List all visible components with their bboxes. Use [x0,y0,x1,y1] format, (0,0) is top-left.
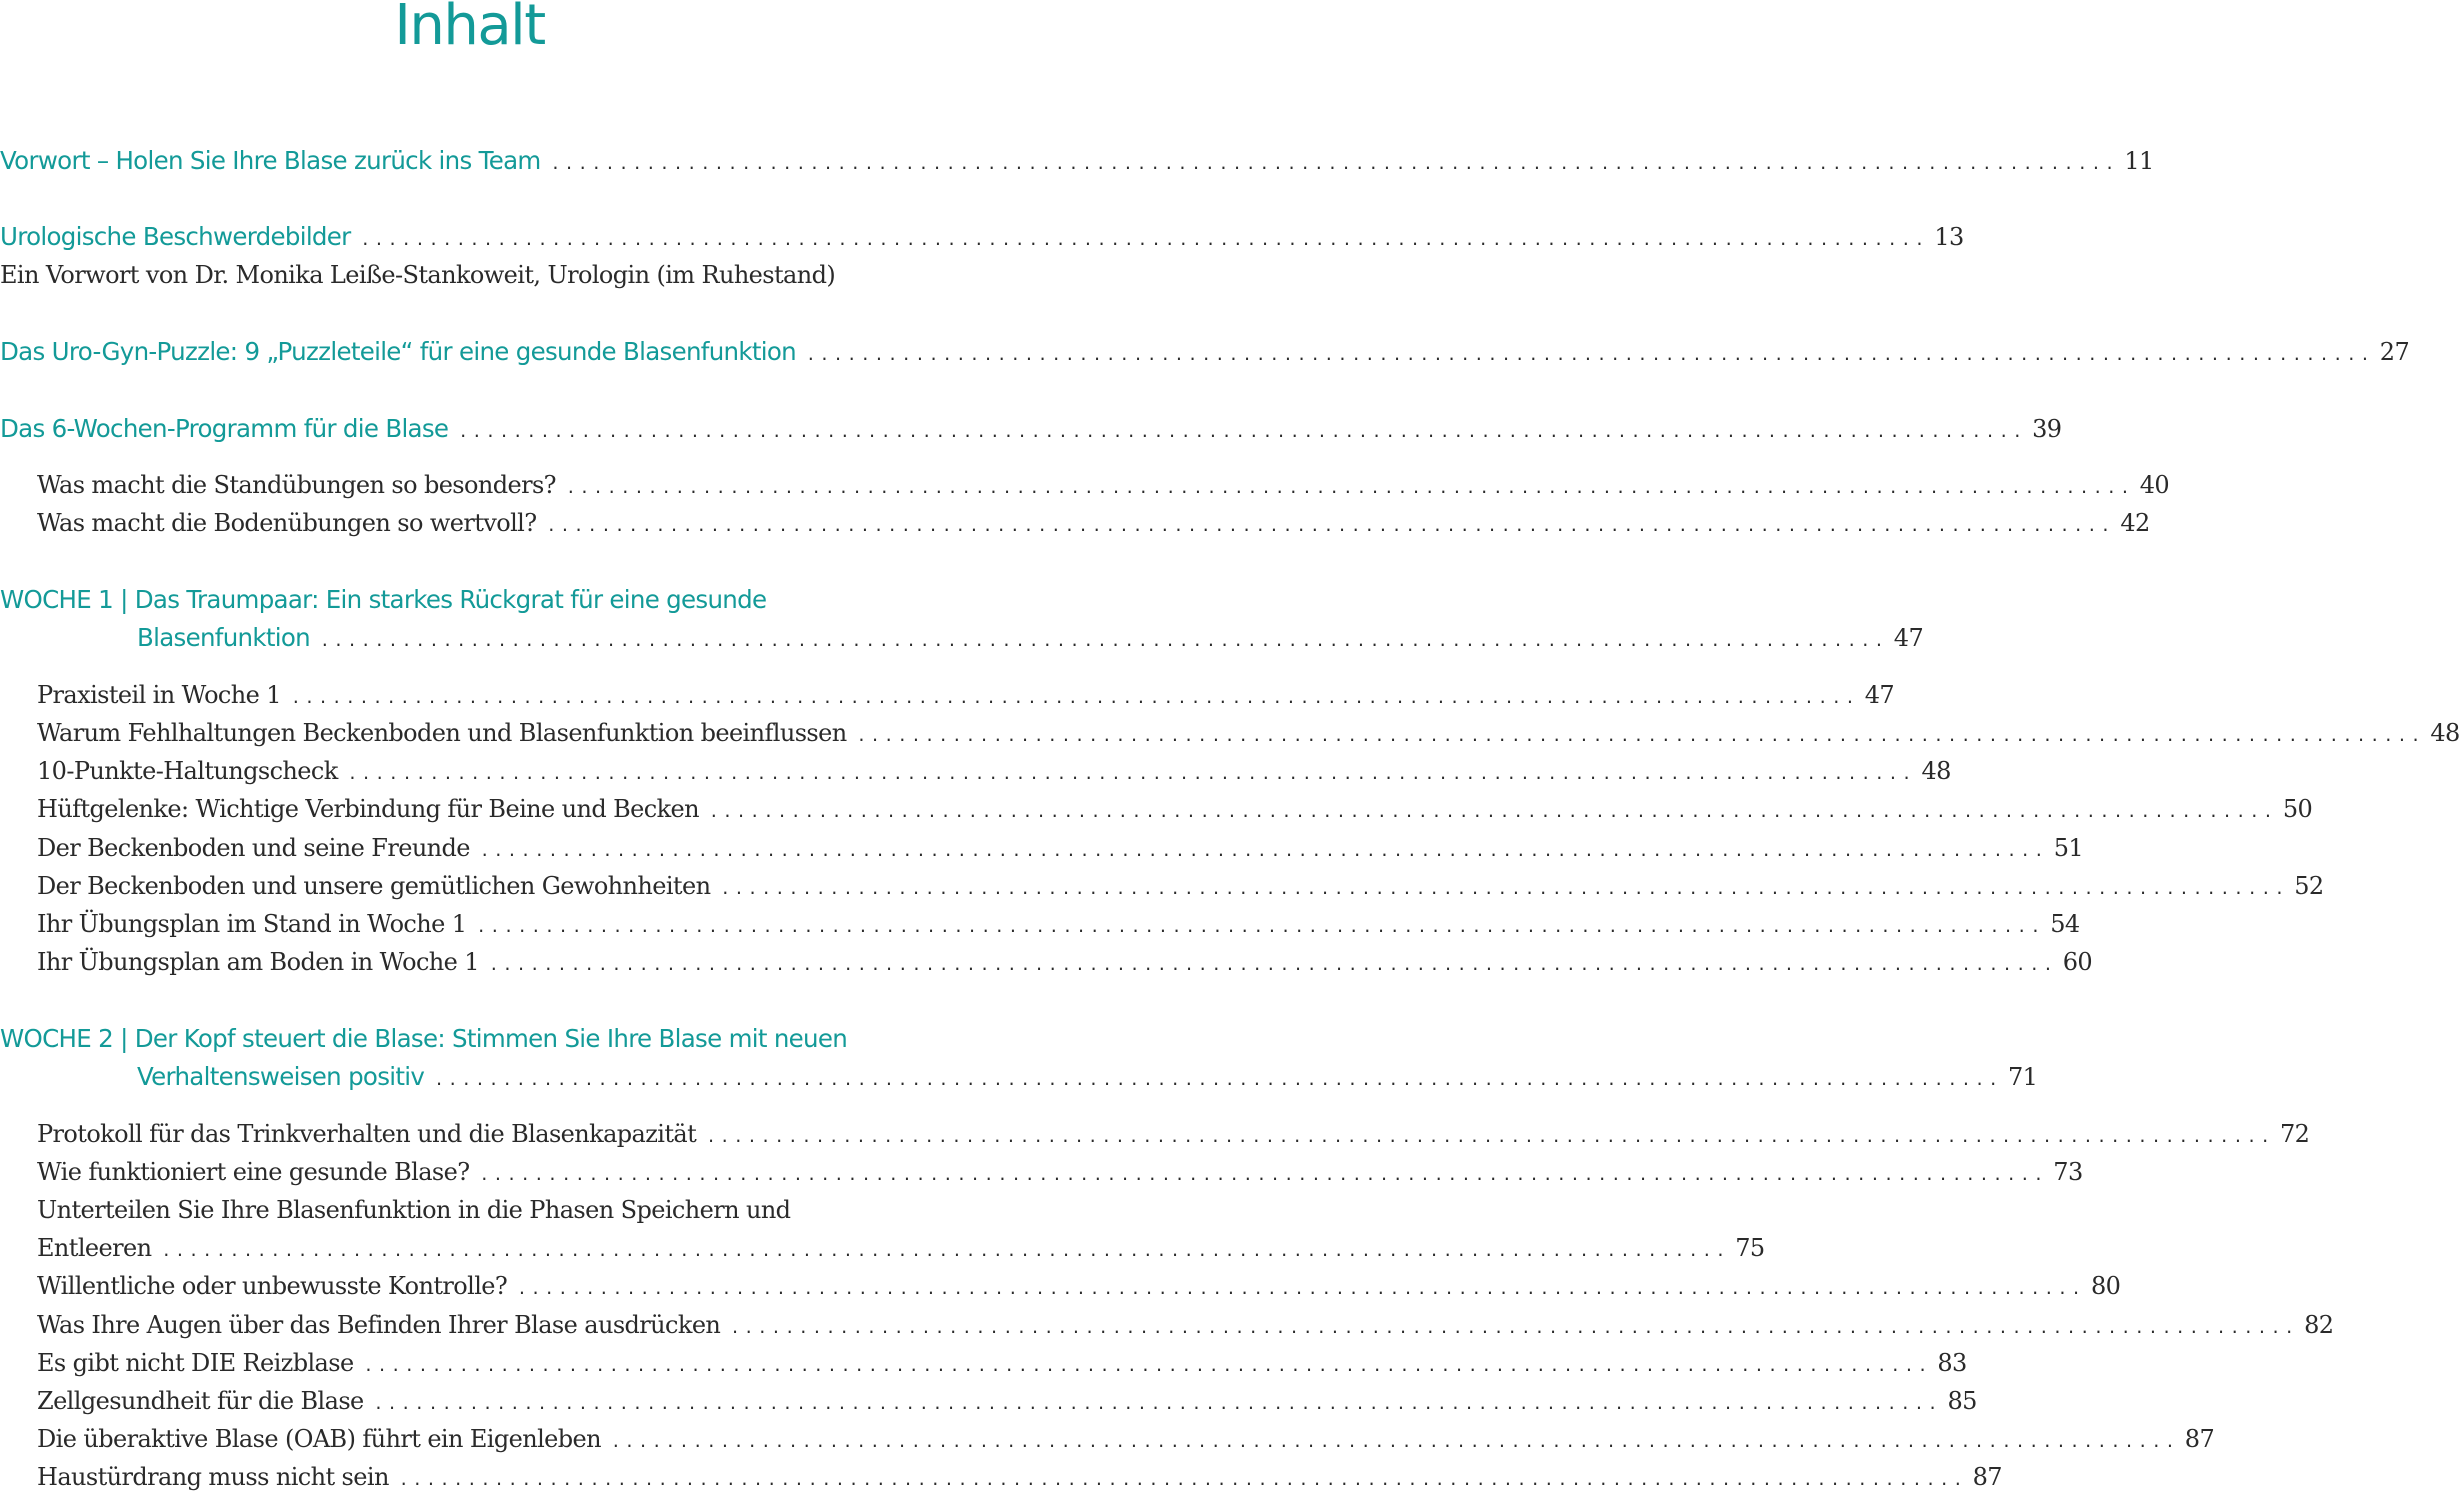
toc-entry-label: Vorwort – Holen Sie Ihre Blase zurück ins Team [0,146,541,175]
toc-subentry[interactable] [0,1425,2215,1463]
leader-dots: ................................................................................................................... [360,230,1929,249]
leader-dots: ................................................................................................................... [398,1470,1967,1489]
toc-subentry-label: Willentliche oder unbewusste Kontrolle? [37,1272,508,1300]
toc-page-number: 51 [2053,834,2084,862]
toc-subentry[interactable] [0,757,1951,795]
toc-subentry-continuation[interactable] [0,1234,1765,1272]
toc-entry-continuation[interactable] [0,623,1924,661]
toc-page-number: 85 [1947,1387,1977,1415]
leader-dots: ................................................................................................................... [434,1070,2002,1089]
leader-dots: ................................................................................................................... [611,1432,2179,1451]
leader-dots: ................................................................................................................... [479,841,2048,860]
toc-entry-label: Das Uro-Gyn-Puzzle: 9 „Puzzleteile“ für eine gesunde Blasenfunktion [0,337,796,366]
toc-subentry[interactable] [0,834,2084,872]
toc-subentry[interactable] [0,872,2324,910]
toc-entry[interactable] [0,222,1964,260]
toc-page-number: 72 [2279,1120,2310,1148]
toc-entry-label: Das 6-Wochen-Programm für die Blase [0,414,449,443]
toc-entry[interactable] [0,337,2410,375]
leader-dots: ................................................................................................................... [730,1318,2299,1337]
leader-dots: ................................................................................................................... [517,1279,2085,1298]
toc-subtitle-text: Ein Vorwort von Dr. Monika Leiße-Stankoweit, Urologin (im Ruhestand) [0,261,836,289]
toc-subentry[interactable] [0,795,2313,833]
toc-page-number: 80 [2090,1272,2121,1300]
leader-dots: ................................................................................................................... [290,688,1859,707]
toc-page-number: 52 [2294,872,2324,900]
leader-dots: ................................................................................................................... [479,1165,2048,1184]
toc-entry-label-cont: Blasenfunktion [137,623,310,652]
toc-entry-subtitle [0,261,939,299]
leader-dots: ................................................................................................................... [565,478,2134,497]
toc-subentry[interactable] [0,1387,1977,1425]
toc-subentry[interactable] [0,948,2093,986]
toc-subentry-label: Die überaktive Blase (OAB) führt ein Eigenleben [37,1425,602,1453]
toc-page-number: 11 [2124,147,2154,175]
toc-subentry[interactable] [0,1463,2002,1501]
toc-subentry-label: Was macht die Standübungen so besonders? [37,471,556,499]
toc-subentry-label: Was macht die Bodenübungen so wertvoll? [37,509,537,537]
toc-page-number: 50 [2282,795,2313,823]
toc-page-number: 54 [2050,910,2080,938]
toc-subentry[interactable] [0,1311,2334,1349]
toc-entry-label: WOCHE 2 | Der Kopf steuert die Blase: Stimmen Sie Ihre Blase mit neuen [0,1024,848,1053]
toc-subentry-label: Unterteilen Sie Ihre Blasenfunktion in die Phasen Speichern und [37,1196,791,1224]
toc-subentry[interactable] [0,1158,2083,1196]
toc-page-number: 47 [1864,681,1895,709]
toc-subentry[interactable] [0,1120,2310,1158]
toc-subentry[interactable] [0,1349,1967,1387]
toc-subentry-label: Praxisteil in Woche 1 [37,681,281,709]
toc-entry-label: Urologische Beschwerdebilder [0,222,351,251]
toc-page-number: 71 [2007,1063,2038,1091]
toc-subentry[interactable] [0,1196,939,1234]
toc-subentry-label: Was Ihre Augen über das Befinden Ihrer Blase ausdrücken [37,1311,721,1339]
toc-subentry[interactable] [0,910,2080,948]
toc-entry[interactable] [0,146,2154,184]
toc-page-number: 87 [1972,1463,2002,1491]
toc-subentry-label: Warum Fehlhaltungen Beckenboden und Blasenfunktion beeinflussen [37,719,847,747]
toc-subentry[interactable] [0,719,2460,757]
toc-page-number: 48 [2430,719,2460,747]
toc-page-number: 48 [1921,757,1951,785]
toc-page-number: 73 [2053,1158,2083,1186]
toc-page-number: 27 [2379,338,2410,366]
toc-subentry-label: Der Beckenboden und seine Freunde [37,834,470,862]
toc-subentry-label: Es gibt nicht DIE Reizblase [37,1349,354,1377]
leader-dots: ................................................................................................................... [488,955,2057,974]
toc-page-number: 83 [1937,1349,1967,1377]
toc-subentry-label: Protokoll für das Trinkverhalten und die Blasenkapazität [37,1120,697,1148]
toc-entry-continuation[interactable] [0,1062,2038,1100]
toc-subentry-label: Wie funktioniert eine gesunde Blase? [37,1158,470,1186]
leader-dots: ................................................................................................................... [363,1356,1932,1375]
toc-entry[interactable] [0,585,939,623]
toc-page-number: 47 [1893,624,1924,652]
toc-subentry-label: Haustürdrang muss nicht sein [37,1463,389,1491]
leader-dots: ................................................................................................................... [720,879,2289,898]
toc-entry-label-cont: Verhaltensweisen positiv [137,1062,425,1091]
page-title: Inhalt [394,0,545,58]
toc-subentry[interactable] [0,471,2170,509]
leader-dots: ................................................................................................................... [706,1127,2274,1146]
toc-subentry-label: Der Beckenboden und unsere gemütlichen Gewohnheiten [37,872,711,900]
leader-dots: ................................................................................................................... [347,764,1916,783]
toc-subentry-label: Zellgesundheit für die Blase [37,1387,364,1415]
toc-page-number: 87 [2184,1425,2215,1453]
toc-page-number: 60 [2062,948,2093,976]
toc-page-number: 82 [2304,1311,2334,1339]
toc-subentry-label: Hüftgelenke: Wichtige Verbindung für Beine und Becken [37,795,700,823]
toc-page-number: 40 [2139,471,2170,499]
leader-dots: ................................................................................................................... [856,726,2425,745]
leader-dots: ................................................................................................................... [161,1241,1730,1260]
toc-subentry-label: 10-Punkte-Haltungscheck [37,757,338,785]
toc-page-number: 75 [1735,1234,1765,1262]
leader-dots: ................................................................................................................... [320,631,1888,650]
toc-entry-label: WOCHE 1 | Das Traumpaar: Ein starkes Rückgrat für eine gesunde [0,585,767,614]
leader-dots: ................................................................................................................... [546,516,2115,535]
toc-page-number: 13 [1934,223,1964,251]
toc-subentry-label: Ihr Übungsplan am Boden in Woche 1 [37,948,479,976]
toc-subentry[interactable] [0,681,1895,719]
toc-page-number: 39 [2032,415,2062,443]
leader-dots: ................................................................................................................... [550,154,2119,173]
leader-dots: ................................................................................................................... [373,1394,1942,1413]
toc-entry[interactable] [0,1024,939,1062]
leader-dots: ................................................................................................................... [476,917,2045,936]
toc-entry[interactable] [0,414,2062,452]
toc-subentry[interactable] [0,1272,2121,1310]
toc-subentry-label: Ihr Übungsplan im Stand in Woche 1 [37,910,467,938]
leader-dots: ................................................................................................................... [458,422,2027,441]
toc-page-number: 42 [2120,509,2150,537]
leader-dots: ................................................................................................................... [806,345,2374,364]
leader-dots: ................................................................................................................... [709,802,2277,821]
toc-subentry-label-cont: Entleeren [37,1234,152,1262]
toc-subentry[interactable] [0,509,2150,547]
